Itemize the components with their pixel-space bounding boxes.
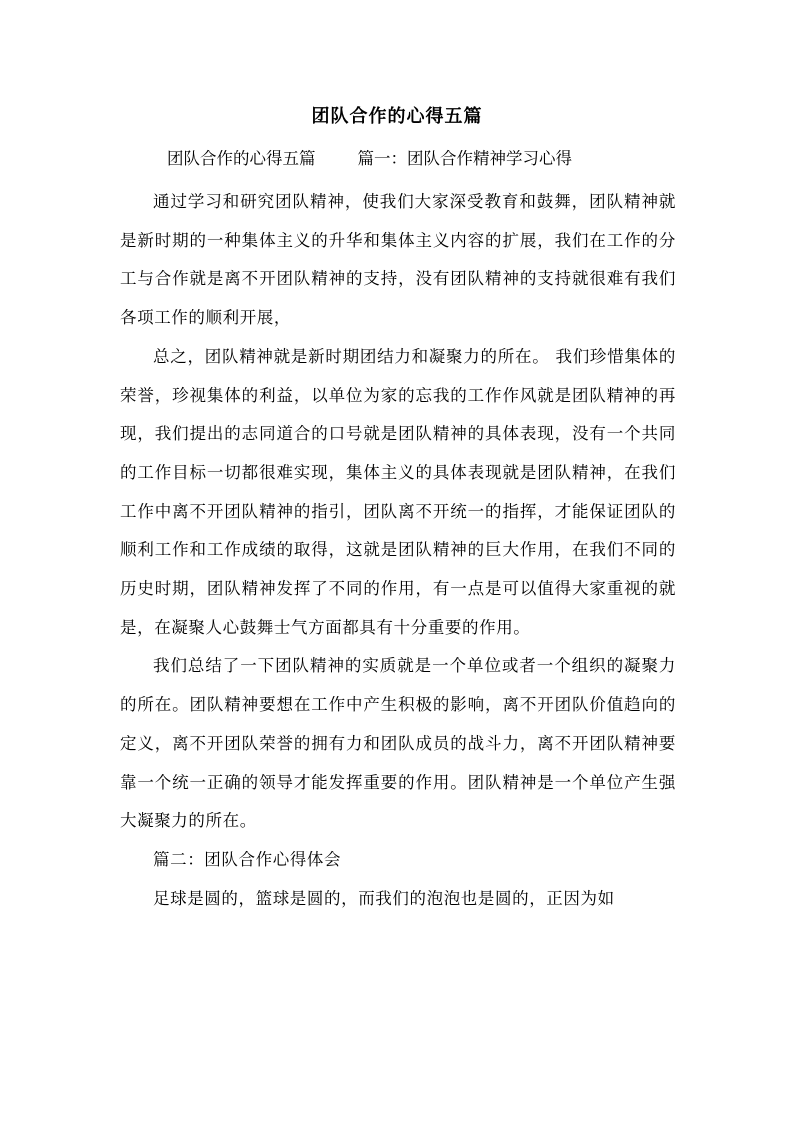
- document-title: 团队合作的心得五篇: [311, 106, 483, 127]
- paragraph-4: 足球是圆的，篮球是圆的，而我们的泡泡也是圆的，正因为如: [153, 888, 615, 908]
- paragraph-2: 总之，团队精神就是新时期团结力和凝聚力的所在。 我们珍惜集体的荣誉，珍视集体的利益，以单位为家的忘我的工作作风就是团队精神的再现，我们提出的志同道合的口号就是团队精神的具体表现，没有一个共同的工作目标一切都很难实现，集体主义的具体表现就是团队精神，在我们工作中离不开团队精神的指引，团队离不开统一的指挥，才能保证团队的顺利工作和工作成绩的取得，这就是团队精神的巨大作用，在我们不同的历史时期，团队精神发挥了不同的作用，有一点是可以值得大家重视的就是，在凝聚人心鼓舞士气方面都具有十分重要的作用。: [120, 346, 676, 637]
- document-body: [120, 183, 676, 918]
- document-subtitle: 团队合作的心得五篇 篇一：团队合作精神学习心得: [167, 149, 572, 168]
- section-heading-2: 篇二：团队合作心得体会: [153, 849, 342, 869]
- paragraph-1: 通过学习和研究团队精神，使我们大家深受教育和鼓舞，团队精神就是新时期的一种集体主义的升华和集体主义内容的扩展，我们在工作的分工与合作就是离不开团队精神的支持，没有团队精神的支持就很难有我们各项工作的顺利开展，: [120, 192, 676, 328]
- paragraph-3: 我们总结了一下团队精神的实质就是一个单位或者一个组织的凝聚力的所在。团队精神要想在工作中产生积极的影响，离不开团队价值趋向的定义，离不开团队荣誉的拥有力和团队成员的战斗力，离不开团队精神要靠一个统一正确的领导才能发挥重要的作用。团队精神是一个单位产生强大凝聚力的所在。: [120, 656, 676, 831]
